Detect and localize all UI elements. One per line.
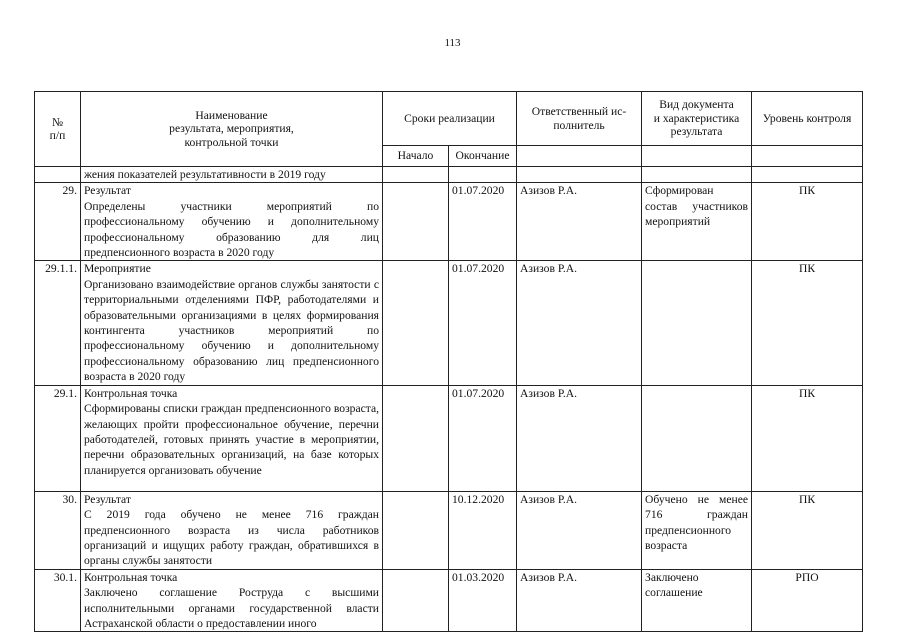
row-type: Результат xyxy=(84,492,131,506)
row-type: Мероприятие xyxy=(84,262,151,276)
header-level: Уровень контроля xyxy=(752,92,863,146)
table-row xyxy=(35,569,863,632)
row-level: ПК xyxy=(752,385,863,491)
header-end: Окончание xyxy=(449,146,517,167)
header-terms: Сроки реализации xyxy=(383,92,517,146)
row-number: 30.1. xyxy=(35,569,81,632)
header-level-sub xyxy=(752,146,863,167)
header-number: № п/п xyxy=(35,92,81,167)
row-responsible: Азизов Р.А. xyxy=(517,261,642,385)
row-text: Сформированы списки граждан предпенсионного возраста, желающих пройти профессиональное обучение, перечни работодателей, готовых принять участие в мероприятии, перечни образовательных организаций, на базе которых планируется организовать обучение xyxy=(84,402,379,477)
row-start xyxy=(383,385,449,491)
row-start xyxy=(383,569,449,632)
continuation-text: жения показателей результативности в 2019 году xyxy=(81,167,383,183)
row-text: С 2019 года обучено не менее 716 граждан предпенсионного возраста из числа работников организаций и ищущих работу граждан, обратившихся в органы службы занятости xyxy=(84,508,379,568)
row-document xyxy=(642,261,752,385)
row-responsible: Азизов Р.А. xyxy=(517,491,642,569)
plan-table xyxy=(34,91,863,632)
page-number: 113 xyxy=(444,37,461,49)
row-number: 29. xyxy=(35,183,81,261)
header-document: Вид документа и характеристика результата xyxy=(642,92,752,146)
row-number: 30. xyxy=(35,491,81,569)
row-level: ПК xyxy=(752,183,863,261)
row-responsible: Азизов Р.А. xyxy=(517,569,642,632)
row-description xyxy=(81,491,383,569)
row-level: ПК xyxy=(752,261,863,385)
row-text: Определены участники мероприятий по профессиональному обучению и дополнительному профессиональному образованию для лиц предпенсионного возраста в 2020 году xyxy=(84,199,379,260)
row-description xyxy=(81,261,383,385)
header-responsible-sub xyxy=(517,146,642,167)
row-start xyxy=(383,491,449,569)
row-description xyxy=(81,569,383,632)
row-end: 01.07.2020 xyxy=(449,385,517,491)
table-row xyxy=(35,385,863,491)
row-text: Заключено соглашение Роструда с высшими исполнительными органами государственной власти Астраханской области о предоставлении иного xyxy=(84,586,379,630)
row-type: Контрольная точка xyxy=(84,386,178,400)
row-description xyxy=(81,385,383,491)
row-responsible: Азизов Р.А. xyxy=(517,385,642,491)
row-number: 29.1.1. xyxy=(35,261,81,385)
row-end: 10.12.2020 xyxy=(449,491,517,569)
header-document-sub xyxy=(642,146,752,167)
row-level: ПК xyxy=(752,491,863,569)
table-row xyxy=(35,183,863,261)
row-type: Результат xyxy=(84,184,131,198)
row-level: РПО xyxy=(752,569,863,632)
row-description xyxy=(81,183,383,261)
row-type: Контрольная точка xyxy=(84,570,178,584)
row-start xyxy=(383,261,449,385)
header-start: Начало xyxy=(383,146,449,167)
header-responsible: Ответственный ис- полнитель xyxy=(517,92,642,146)
header-name: Наименование результата, мероприятия, контрольной точки xyxy=(81,92,383,167)
row-document: Обучено не менее 716 граждан предпенсионного возраста xyxy=(642,491,752,569)
row-responsible: Азизов Р.А. xyxy=(517,183,642,261)
row-end: 01.07.2020 xyxy=(449,183,517,261)
table-row xyxy=(35,491,863,569)
table-row xyxy=(35,261,863,385)
row-number: 29.1. xyxy=(35,385,81,491)
row-start xyxy=(383,183,449,261)
row-document: Сформирован состав участников мероприятий xyxy=(642,183,752,261)
continuation-row xyxy=(35,167,863,183)
row-end: 01.07.2020 xyxy=(449,261,517,385)
row-end: 01.03.2020 xyxy=(449,569,517,632)
cell-number xyxy=(35,167,81,183)
row-document: Заключено соглашение xyxy=(642,569,752,632)
row-document xyxy=(642,385,752,491)
row-text: Организовано взаимодействие органов службы занятости с территориальными отделениями ПФР, работодателями и образовательными организациями в целях формирования контингента участников мероприятий по профессиональному обучению и дополнительному профессиональному образованию лиц предпенсионного возраста в 2020 году xyxy=(84,277,379,384)
